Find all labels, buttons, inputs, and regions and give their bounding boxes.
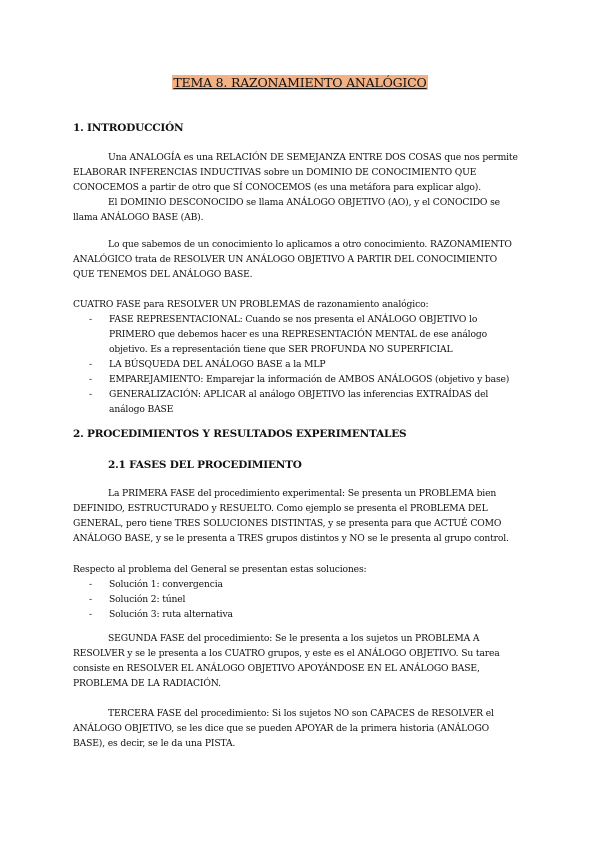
solutions-list [73,577,518,622]
solutions-intro: Respecto al problema del General se presentan estas soluciones: [73,564,367,575]
phases-block [73,297,518,417]
first-phase-paragraph [73,486,518,546]
section-heading-introduccion: 1. INTRODUCCIÓN [73,122,184,134]
list-item: - GENERALIZACIÓN: APLICAR al análogo OBJETIVO las inferencias EXTRAÍDAS del análogo BASE [89,389,489,415]
document-title-wrap [0,72,600,91]
third-phase-paragraph [73,706,518,751]
intro-paragraph-1 [73,150,518,195]
intro-paragraph-3-text: Lo que sabemos de un conocimiento lo aplicamos a otro conocimiento. RAZONAMIENTO ANALÓGICO trata de RESOLVER UN ANÁLOGO OBJETIVO A PARTIR DEL CONOCIMIENTO QUE TENEMOS DEL ANÁLOGO BASE. [73,239,512,280]
third-phase-text: TERCERA FASE del procedimiento: Si los sujetos NO son CAPACES de RESOLVER el ANÁLOGO OBJETIVO, se les dice que se pueden APOYAR de la primera historia (ANÁLOGO BASE), es decir, se le da una PISTA. [73,708,494,749]
intro-paragraph-3 [73,237,518,282]
intro-paragraph-2-text: El DOMINIO DESCONOCIDO se llama ANÁLOGO OBJETIVO (AO), y el CONOCIDO se llama ANÁLOGO BASE (AB). [73,197,500,223]
solutions-block [73,562,518,622]
second-phase-paragraph [73,631,518,691]
second-phase-text: SEGUNDA FASE del procedimiento: Se le presenta a los sujetos un PROBLEMA A RESOLVER y se le presenta a los CUATRO grupos, y este es el ANÁLOGO OBJETIVO. Su tarea consiste en RESOLVER EL ANÁLOGO OBJETIVO APOYÁNDOSE EN EL ANÁLOGO BASE, PROBLEMA DE LA RADIACIÓN. [73,633,500,689]
list-item: - Solución 1: convergencia [89,579,223,590]
section-heading-procedimientos: 2. PROCEDIMIENTOS Y RESULTADOS EXPERIMENTALES [73,428,407,440]
phases-list [73,312,518,417]
phases-intro: CUATRO FASE para RESOLVER UN PROBLEMAS de razonamiento analógico: [73,299,429,310]
list-item: - FASE REPRESENTACIONAL: Cuando se nos presenta el ANÁLOGO OBJETIVO lo PRIMERO que debemos hacer es una REPRESENTACIÓN MENTAL de ese análogo objetivo. Es a representación tiene que SER PROFUNDA NO SUPERFICIAL [89,314,487,355]
list-item: - Solución 3: ruta alternativa [89,609,233,620]
intro-paragraph-2 [73,195,518,225]
list-item: - LA BÚSQUEDA DEL ANÁLOGO BASE a la MLP [89,359,326,370]
list-item: - Solución 2: túnel [89,594,186,605]
subsection-heading-fases: 2.1 FASES DEL PROCEDIMIENTO [108,459,302,471]
document-title: TEMA 8. RAZONAMIENTO ANALÓGICO [173,75,427,90]
intro-paragraph-1-text: Una ANALOGÍA es una RELACIÓN DE SEMEJANZA ENTRE DOS COSAS que nos permite ELABORAR INFERENCIAS INDUCTIVAS sobre un DOMINIO DE CONOCIMIENTO QUE CONOCEMOS a partir de otro que SÍ CONOCEMOS (es una metáfora para explicar algo). [73,152,518,193]
list-item: - EMPAREJAMIENTO: Emparejar la información de AMBOS ANÁLOGOS (objetivo y base) [89,374,510,385]
first-phase-text: La PRIMERA FASE del procedimiento experimental: Se presenta un PROBLEMA bien DEFINIDO, ESTRUCTURADO y RESUELTO. Como ejemplo se presenta el PROBLEMA DEL GENERAL, pero tiene TRES SOLUCIONES DISTINTAS, y se presenta para que ACTUÉ COMO ANÁLOGO BASE, y se le presenta a TRES grupos distintos y NO se le presenta al grupo control. [73,488,509,544]
